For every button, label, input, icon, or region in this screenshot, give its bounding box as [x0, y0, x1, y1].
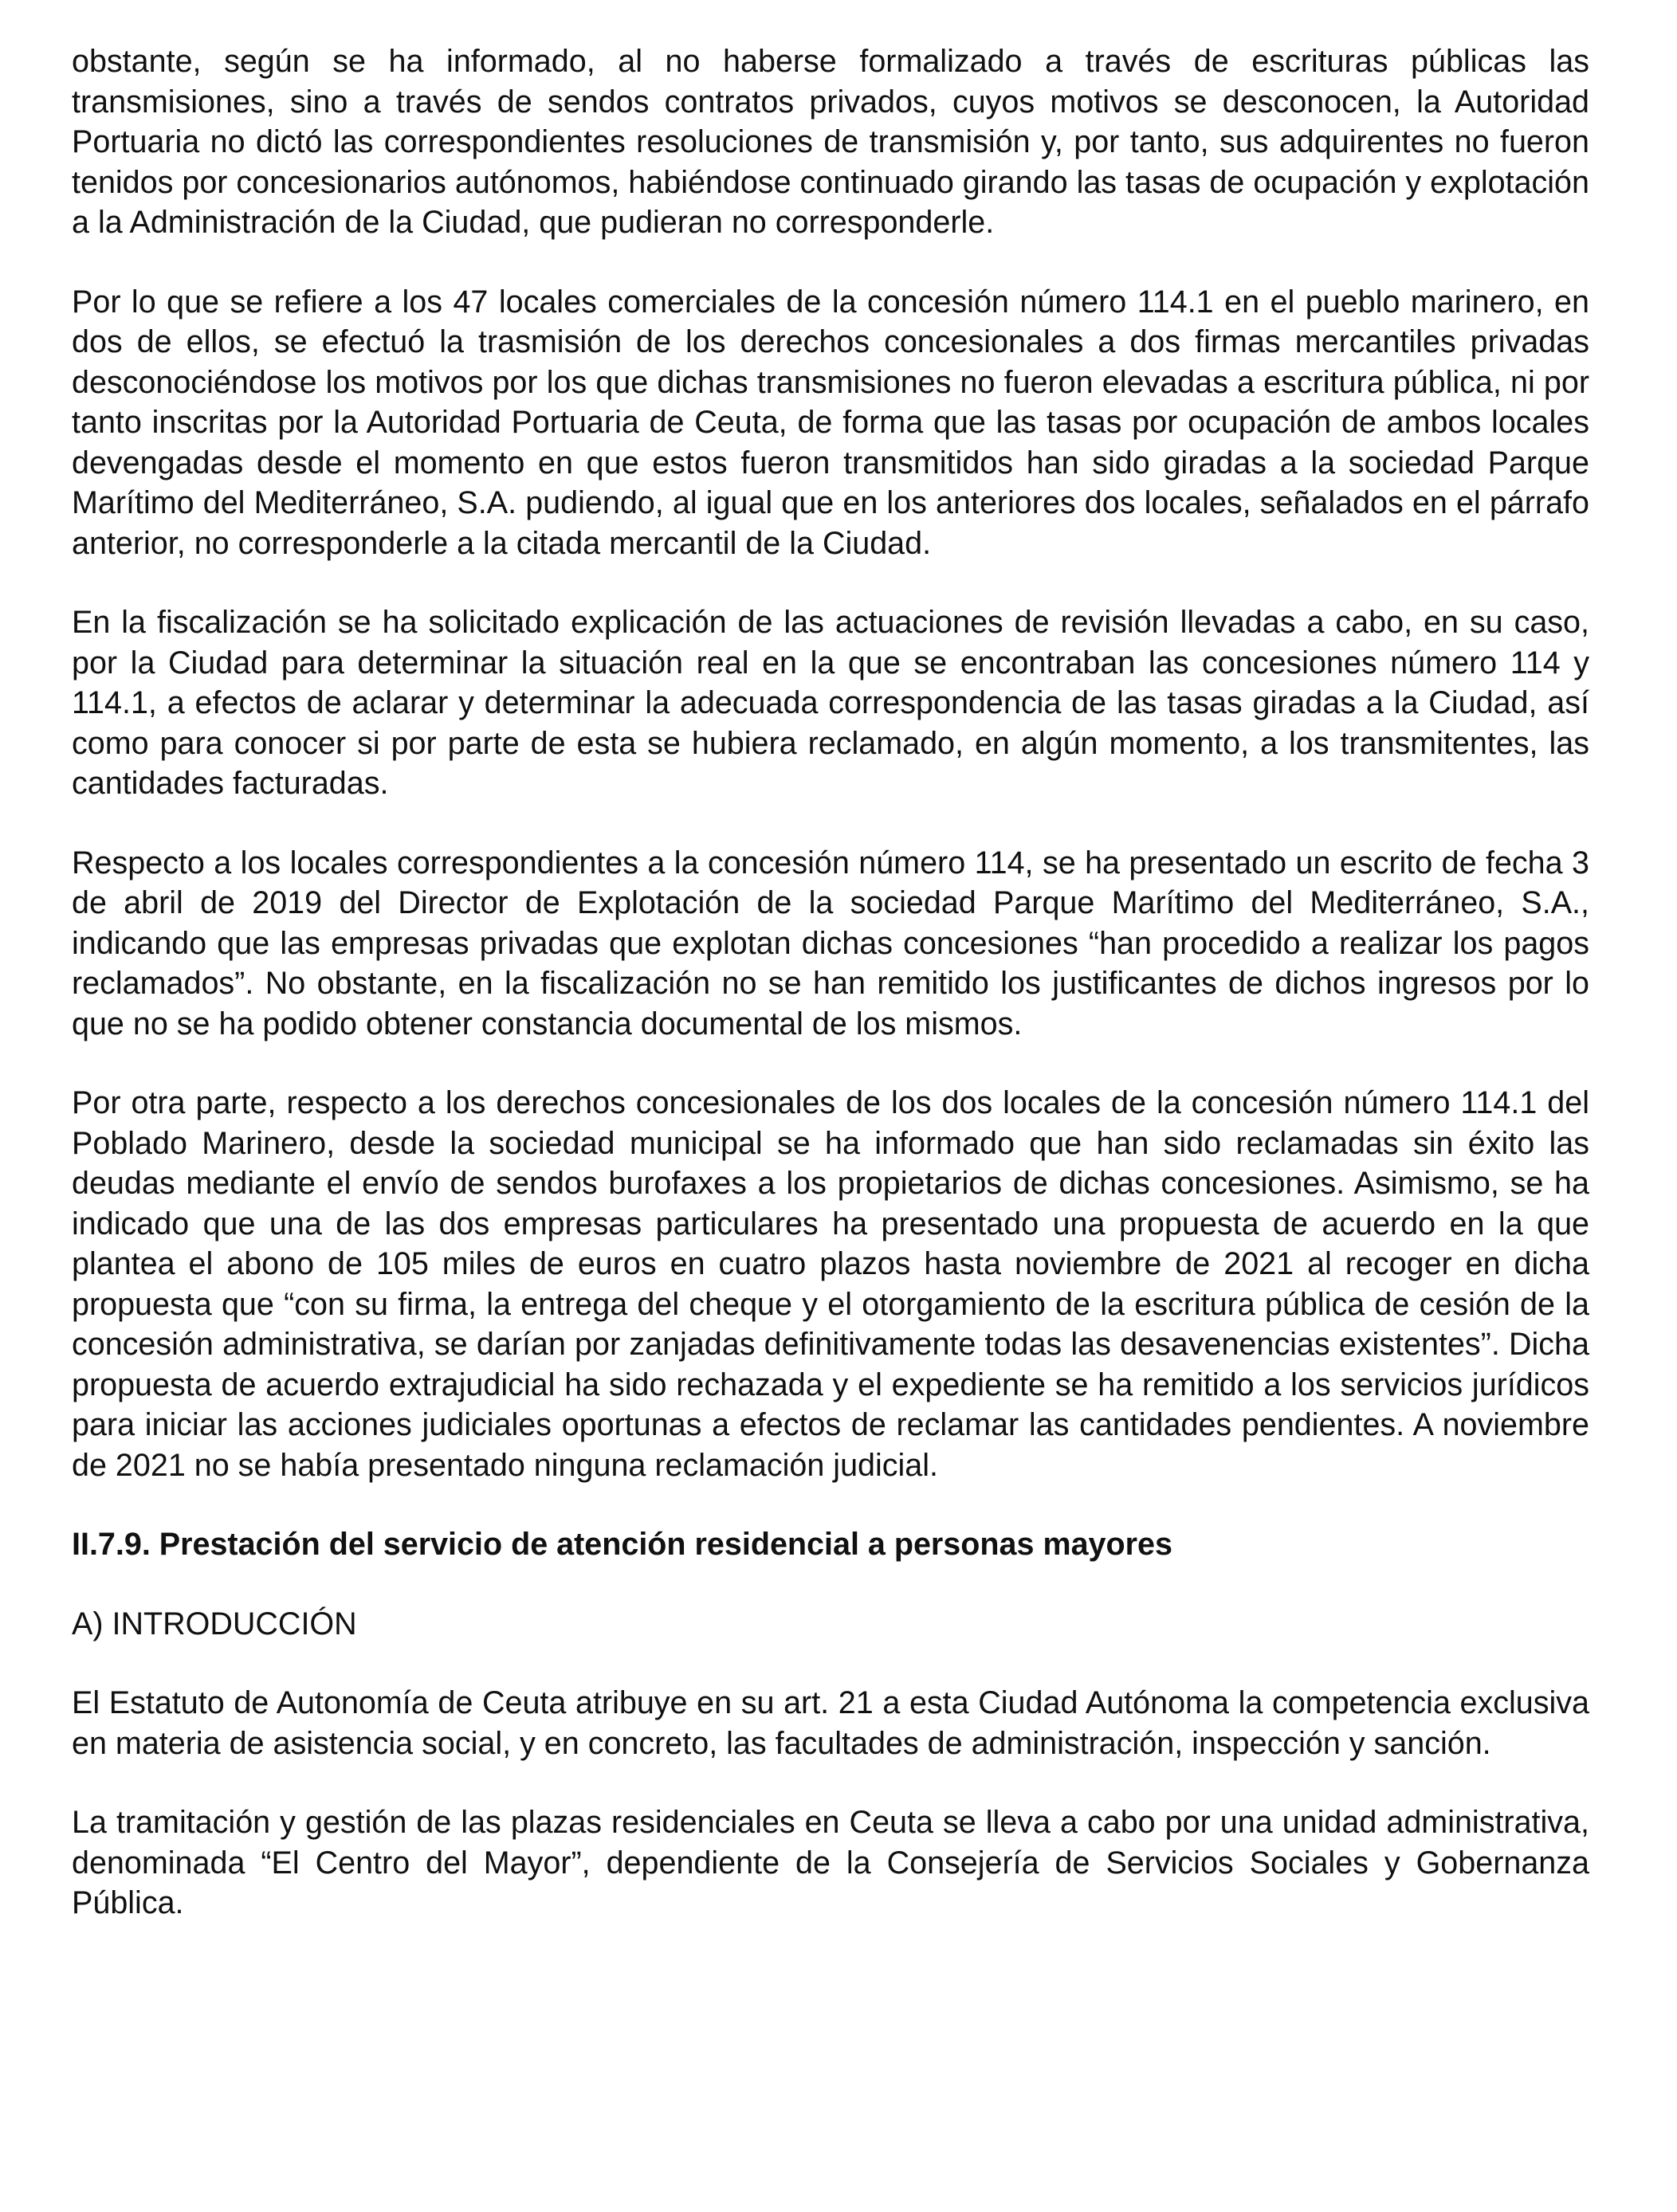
- paragraph-estatuto-autonomia: El Estatuto de Autonomía de Ceuta atribuye en su art. 21 a esta Ciudad Autónoma la competencia exclusiva en materia de asistencia social, y en concreto, las facultades de administración, inspección y sanción.: [72, 1685, 1589, 1761]
- paragraph-escrito-director-explotacion: Respecto a los locales correspondientes a la concesión número 114, se ha presentado un escrito de fecha 3 de abril de 2019 del Director de Explotación de la sociedad Parque Marítimo del Mediterráneo, S.A., indicando que las empresas privadas que explotan dichas concesiones “han procedido a realizar los pagos reclamados”. No obstante, en la fiscalización no se han remitido los justificantes de dichos ingresos por lo que no se ha podido obtener constancia documental de los mismos.: [72, 845, 1589, 1041]
- subsection-heading: A) INTRODUCCIÓN: [72, 1606, 357, 1641]
- paragraph-reclamacion-deudas: Por otra parte, respecto a los derechos concesionales de los dos locales de la concesión número 114.1 del Poblado Marinero, desde la sociedad municipal se ha informado que han sido reclamadas sin éxito las deudas mediante el envío de sendos burofaxes a los propietarios de dichas concesiones. Asimismo, se ha indicado que una de las dos empresas particulares ha presentado una propuesta de acuerdo en la que plantea el abono de 105 miles de euros en cuatro plazos hasta noviembre de 2021 al recoger en dicha propuesta que “con su firma, la entrega del cheque y el otorgamiento de la escritura pública de cesión de la concesión administrativa, se darían por zanjadas definitivamente todas las desavenencias existentes”. Dicha propuesta de acuerdo extrajudicial ha sido rechazada y el expediente se ha remitido a los servicios jurídicos para iniciar las acciones judiciales oportunas a efectos de reclamar las cantidades pendientes. A noviembre de 2021 no se había presentado ninguna reclamación judicial.: [72, 1085, 1589, 1483]
- document-page: [72, 41, 1589, 1963]
- paragraph-transmisiones-concesion-114: obstante, según se ha informado, al no haberse formalizado a través de escrituras públicas las transmisiones, sino a través de sendos contratos privados, cuyos motivos se desconocen, la Autoridad Portuaria no dictó las correspondientes resoluciones de transmisión y, por tanto, sus adquirentes no fueron tenidos por concesionarios autónomos, habiéndose continuado girando las tasas de ocupación y explotación a la Administración de la Ciudad, que pudieran no corresponderle.: [72, 44, 1589, 240]
- paragraph-centro-del-mayor: La tramitación y gestión de las plazas residenciales en Ceuta se lleva a cabo por una unidad administrativa, denominada “El Centro del Mayor”, dependiente de la Consejería de Servicios Sociales y Gobernanza Pública.: [72, 1805, 1589, 1920]
- section-heading: II.7.9. Prestación del servicio de atención residencial a personas mayores: [72, 1527, 1172, 1562]
- paragraph-actuaciones-revision: En la fiscalización se ha solicitado explicación de las actuaciones de revisión llevadas a cabo, en su caso, por la Ciudad para determinar la situación real en la que se encontraban las concesiones número 114 y 114.1, a efectos de aclarar y determinar la adecuada correspondencia de las tasas giradas a la Ciudad, así como para conocer si por parte de esta se hubiera reclamado, en algún momento, a los transmitentes, las cantidades facturadas.: [72, 605, 1589, 801]
- paragraph-locales-concesion-114-1: Por lo que se refiere a los 47 locales comerciales de la concesión número 114.1 en el pueblo marinero, en dos de ellos, se efectuó la trasmisión de los derechos concesionales a dos firmas mercantiles privadas desconociéndose los motivos por los que dichas transmisiones no fueron elevadas a escritura pública, ni por tanto inscritas por la Autoridad Portuaria de Ceuta, de forma que las tasas por ocupación de ambos locales devengadas desde el momento en que estos fueron transmitidos han sido giradas a la sociedad Parque Marítimo del Mediterráneo, S.A. pudiendo, al igual que en los anteriores dos locales, señalados en el párrafo anterior, no corresponderle a la citada mercantil de la Ciudad.: [72, 284, 1589, 561]
